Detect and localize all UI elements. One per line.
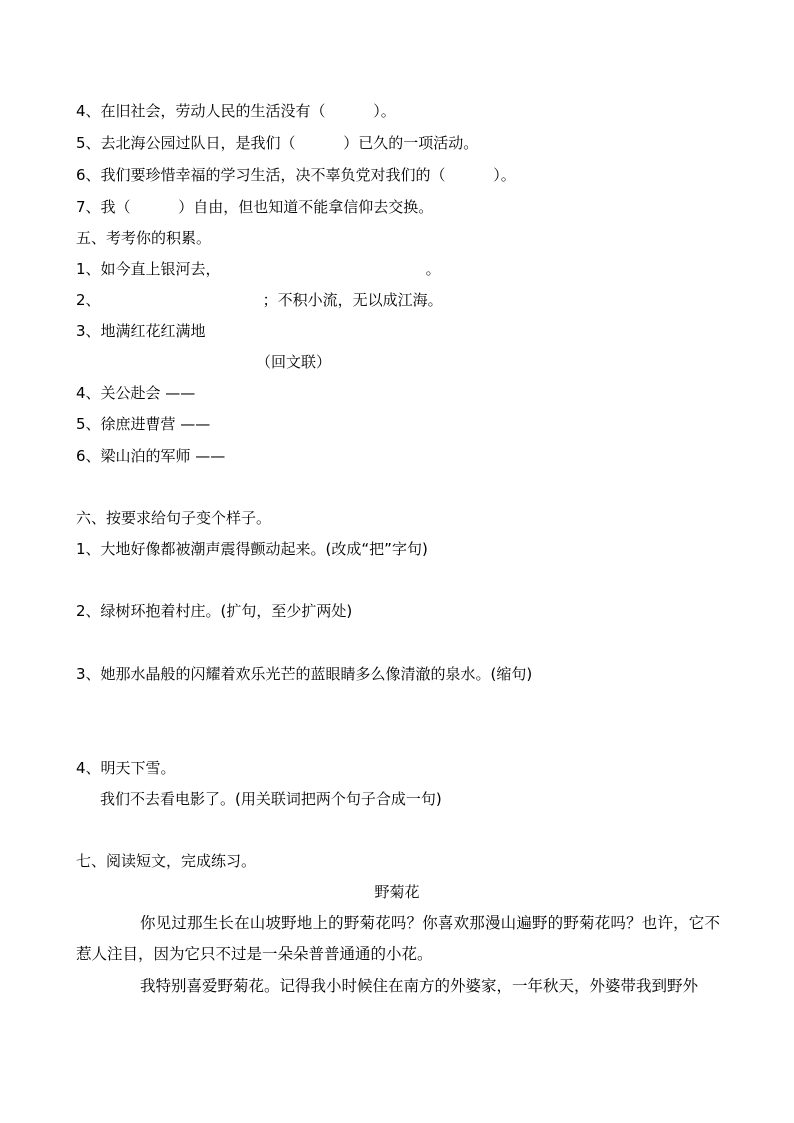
section7-heading: 七、阅读短文，完成练习。	[76, 852, 257, 870]
section6-heading: 六、按要求给句子变个样子。	[76, 509, 272, 527]
section5-question-2: 2、 ；不积小流，无以成江海。	[76, 291, 443, 309]
section6-question-3: 3、她那水晶般的闪耀着欢乐光芒的蓝眼睛多么像清澈的泉水。(缩句)	[76, 665, 533, 683]
section5-heading: 五、考考你的积累。	[76, 229, 212, 247]
section5-question-4: 4、关公赴会 ——	[76, 384, 196, 402]
palindrome-couplet-note: （回文联）	[256, 353, 332, 371]
question-5: 5、去北海公园过队日，是我们（ ）已久的一项活动。	[76, 134, 479, 152]
question-4: 4、在旧社会，劳动人民的生活没有（ ）。	[76, 102, 396, 120]
section6-question-2: 2、绿树环抱着村庄。(扩句，至少扩两处)	[76, 602, 353, 620]
section6-question-4-second: 我们不去看电影了。(用关联词把两个句子合成一句)	[100, 790, 442, 808]
passage-title: 野菊花	[374, 883, 420, 901]
question-6: 6、我们要珍惜幸福的学习生活，决不辜负党对我们的（ ）。	[76, 166, 516, 184]
section6-question-4-first: 4、明天下雪。	[76, 759, 176, 777]
section5-question-1: 1、如今直上银河去， 。	[76, 260, 441, 278]
section6-question-1: 1、大地好像都被潮声震得颤动起来。(改成“把”字句)	[76, 540, 428, 558]
question-7: 7、我（ ）自由，但也知道不能拿信仰去交换。	[76, 198, 434, 216]
section5-question-6: 6、梁山泊的军师 ——	[76, 447, 226, 465]
passage-paragraph-1: 你见过那生长在山坡野地上的野菊花吗？你喜欢那漫山遍野的野菊花吗？也许，它不惹人注目，因为它只不过是一朵朵普普通通的小花。	[76, 914, 720, 963]
section5-question-5: 5、徐庶进曹营 ——	[76, 415, 211, 433]
passage-paragraph-2: 我特别喜爱野菊花。记得我小时候住在南方的外婆家，一年秋天，外婆带我到野外	[140, 977, 699, 995]
section5-question-3: 3、地满红花红满地	[76, 322, 206, 340]
